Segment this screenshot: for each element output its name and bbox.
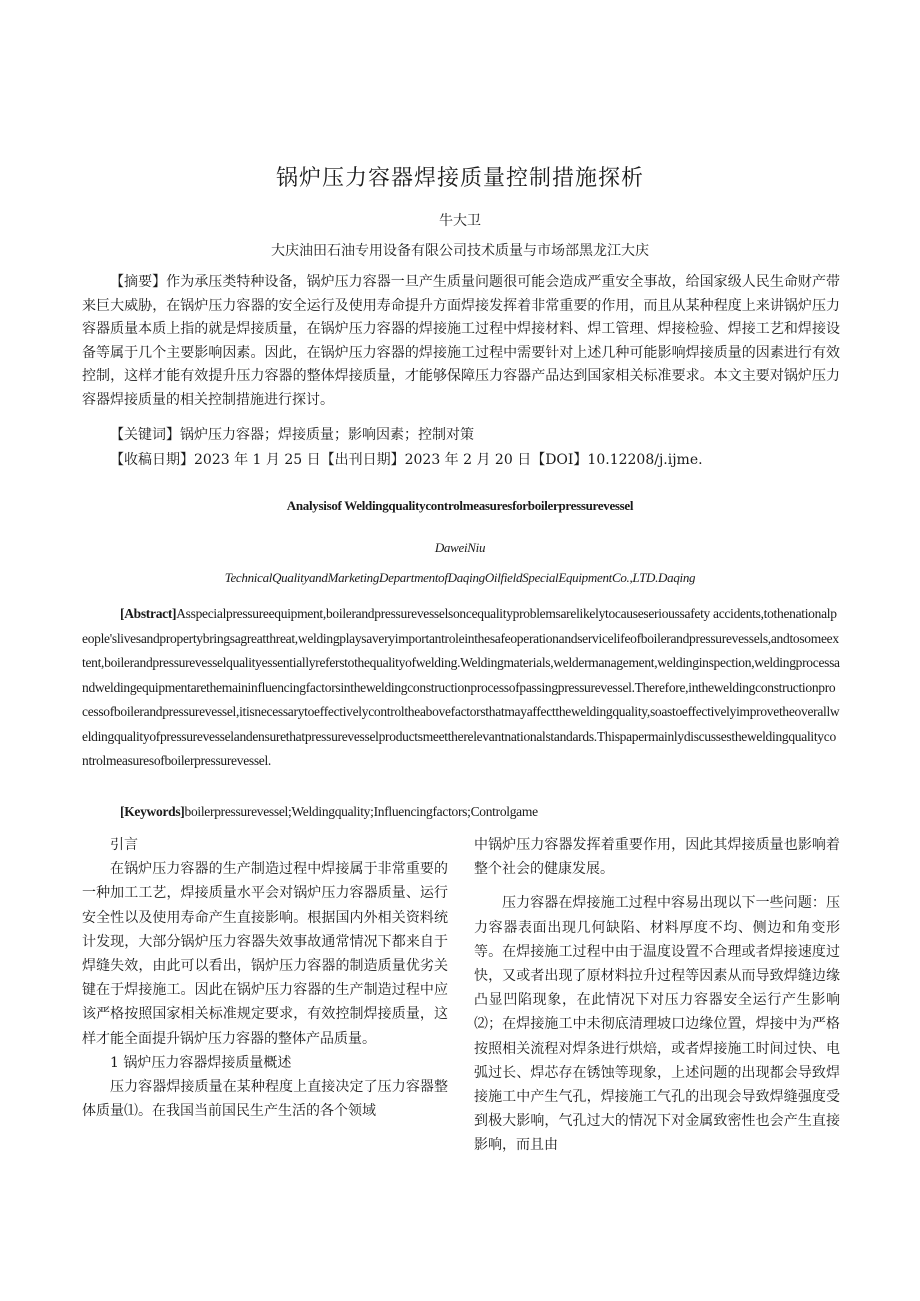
- right-column: [474, 833, 840, 1158]
- abstract-en-text: Asspecialpressureequipment,boilerandpressurevesselsoncequalityproblemsarelikelytocauseserioussafety accidents,tothenationalpeople'slivesandpropertybringsagreatthreat,weldingplaysaveryimportantroleinthesafeoperationandservicelifeofboilerandpressurevessels,andtosomeextent,boilerandpressurevesselqualityessentiallyreferstothequalityofwelding.Weldingmaterials,weldermanagement,weldinginspection,weldingprocessandweldingequipmentarethemaininfluencingfactorsintheweldingconstructionprocessofpassingpressurevessel.Therefore,intheweldingconstructionprocessofboilerandpressurevessel,itisnecessarytoeffectivelycontroltheabovefactorsthatmayaffecttheweldingquality,soastoeffectivelyimprovetheoverallweldingqualityofpressurevesselandensurethatpressurevesselproductsmeettherelevantnationalstandards.Thispapermainlydiscussestheweldingqualitycontrolmeasuresofboilerpressurevessel.: [82, 606, 840, 768]
- left-column: [82, 833, 448, 1123]
- abstract-en-label: [Abstract]: [120, 606, 177, 621]
- keywords-en-text: boilerpressurevessel;Weldingquality;Influencingfactors;Controlgame: [184, 804, 538, 819]
- intro-paragraph: 在锅炉压力容器的生产制造过程中焊接属于非常重要的一种加工工艺，焊接质量水平会对锅炉压力容器质量、运行安全性以及使用寿命产生直接影响。根据国内外相关资料统计发现，大部分锅炉压力容器失效事故通常情况下都来自于焊缝失效，由此可以看出，锅炉压力容器的制造质量优劣关键在于焊接施工。因此在锅炉压力容器的生产制造过程中应该严格按照国家相关标准规定要求，有效控制焊接质量，这样才能全面提升锅炉压力容器的整体产品质量。: [82, 861, 448, 1047]
- author-affiliation: 大庆油田石油专用设备有限公司技术质量与市场部黑龙江大庆: [271, 243, 649, 259]
- keywords-cn: 【关键词】锅炉压力容器；焊接质量；影响因素；控制对策: [110, 427, 474, 443]
- right-paragraph-2: 压力容器在焊接施工过程中容易出现以下一些问题：压力容器表面出现几何缺陷、材料厚度不均、侧边和角变形等。在焊接施工过程中由于温度设置不合理或者焊接速度过快，又或者出现了原材料拉升过程等因素从而导致焊缝边缘凸显凹陷现象，在此情况下对压力容器安全运行产生影响⑵；在焊接施工中未彻底清理坡口边缘位置，焊接中为严格按照相关流程对焊条进行烘焙，或者焊接施工时间过快、电弧过长、焊芯存在锈蚀等现象，上述问题的出现都会导致焊接施工中产生气孔，焊接施工气孔的出现会导致焊缝强度受到极大影响，气孔过大的情况下对金属致密性也会产生直接影响，而且由: [474, 895, 840, 1154]
- english-title: Analysisof Weldingqualitycontrolmeasuresforboilerpressurevessel: [286, 498, 634, 513]
- english-affiliation: TechnicalQualityandMarketingDepartmentofDaqingOilfieldSpecialEquipmentCo.,LTD.Daqing: [224, 570, 696, 585]
- keywords-en-label: [Keywords]: [120, 804, 185, 819]
- abstract-en: [82, 602, 840, 774]
- author-name: 牛大卫: [439, 213, 481, 229]
- dates-doi-cn: 【收稿日期】2023 年 1 月 25 日【出刊日期】2023 年 2 月 20 日【DOI】10.12208/j.ijme.: [110, 452, 703, 468]
- section1-paragraph: 压力容器焊接质量在某种程度上直接决定了压力容器整体质量⑴。在我国当前国民生产生活的各个领域: [82, 1079, 448, 1120]
- section1-heading: 1 锅炉压力容器焊接质量概述: [110, 1054, 292, 1071]
- paper-title: 锅炉压力容器焊接质量控制措施探析: [275, 166, 644, 191]
- english-author: DaweiNiu: [434, 540, 486, 555]
- abstract-cn: 【摘要】作为承压类特种设备，锅炉压力容器一旦产生质量问题很可能会造成严重安全事故，给国家级人民生命财产带来巨大威胁，在锅炉压力容器的安全运行及使用寿命提升方面焊接发挥着非常重要的作用，而且从某种程度上来讲锅炉压力容器质量本质上指的就是焊接质量，在锅炉压力容器的焊接施工过程中焊接材料、焊工管理、焊接检验、焊接工艺和焊接设备等属于几个主要影响因素。因此，在锅炉压力容器的焊接施工过程中需要针对上述几种可能影响焊接质量的因素进行有效控制，这样才能有效提升压力容器的整体焊接质量，才能够保障压力容器产品达到国家相关标准要求。本文主要对锅炉压力容器焊接质量的相关控制措施进行探讨。: [82, 274, 840, 408]
- intro-heading: 引言: [110, 837, 138, 853]
- keywords-en: [82, 800, 840, 825]
- right-paragraph-1: 中锅炉压力容器发挥着重要作用，因此其焊接质量也影响着整个社会的健康发展。: [474, 837, 840, 878]
